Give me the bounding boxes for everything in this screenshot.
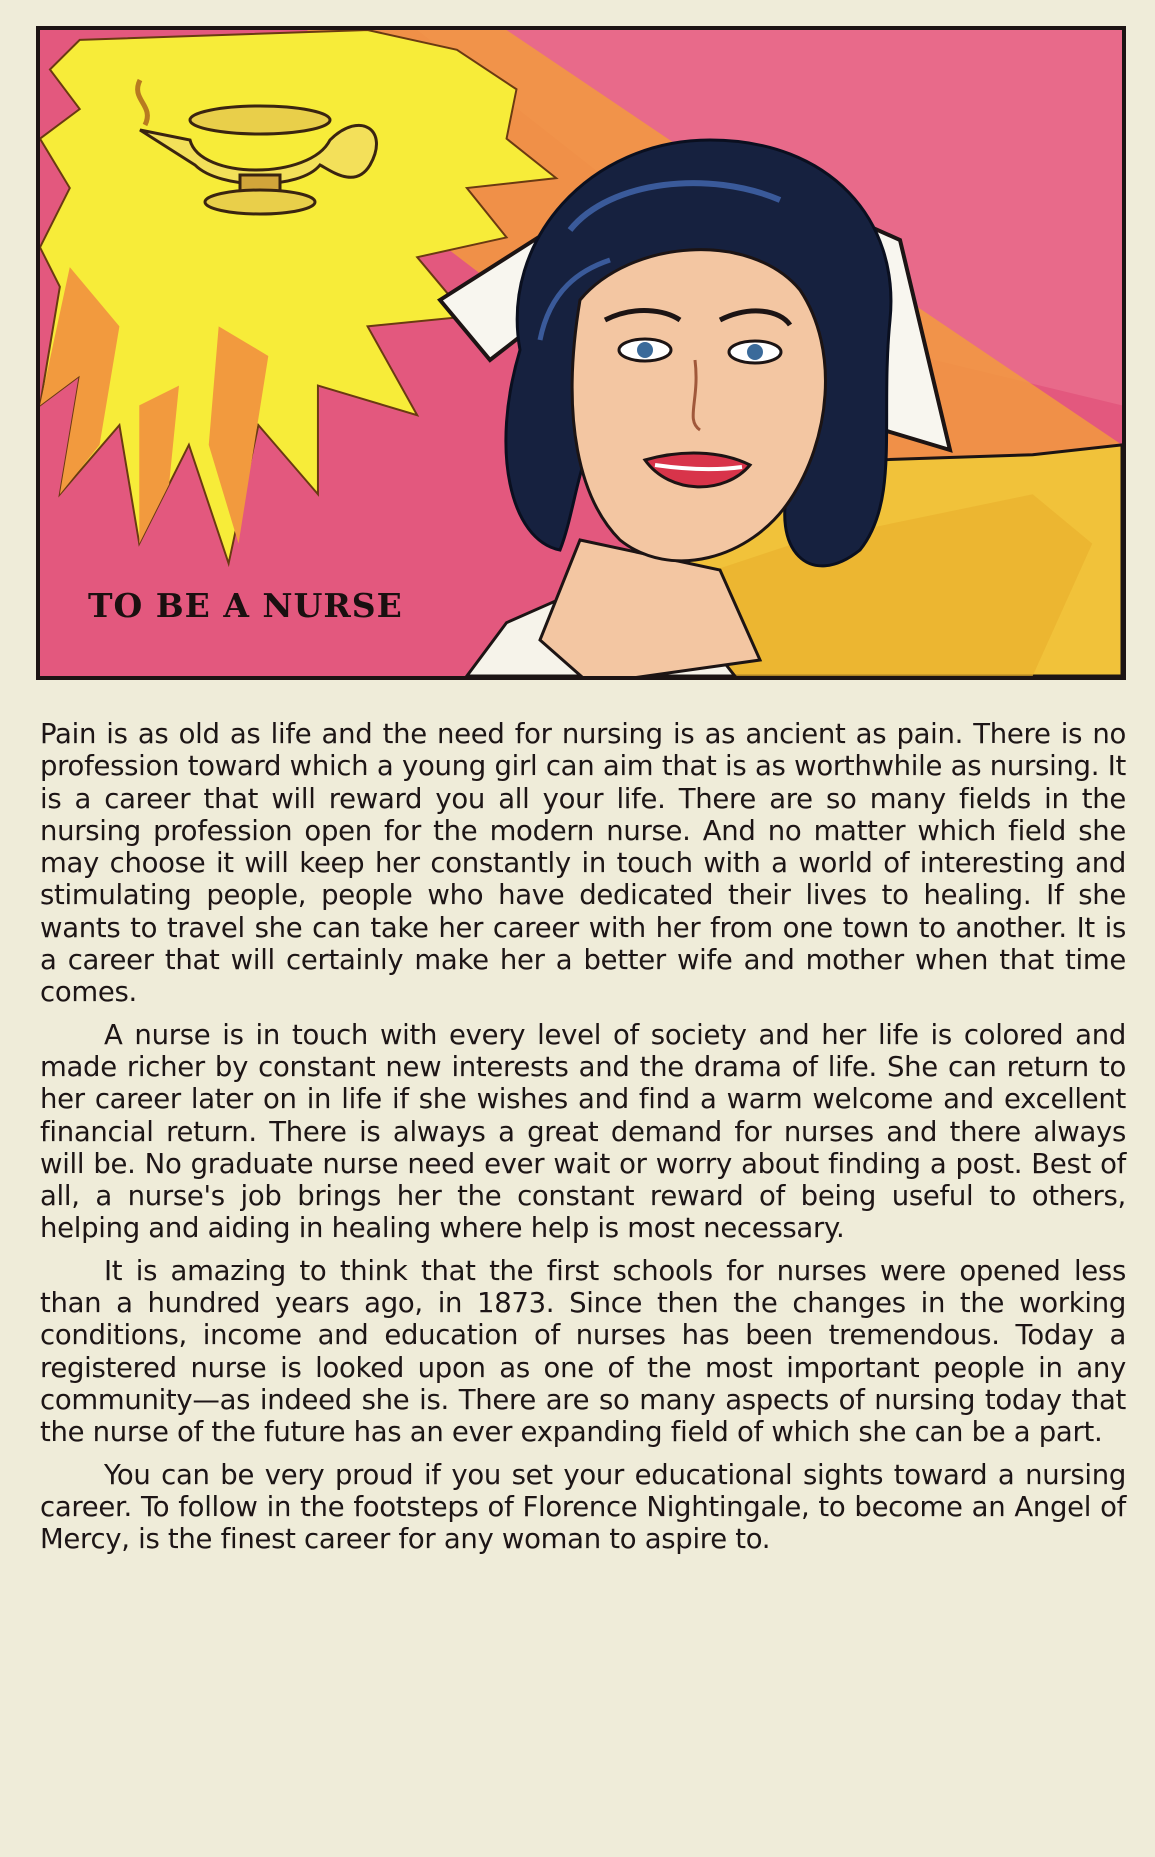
oil-lamp-icon <box>100 70 390 220</box>
paragraph: Pain is as old as life and the need for nursing is as ancient as pain. There is no profession toward which a young girl can aim that is as worthwhile as nursing. It is a career that will reward you all your life. There are so many fields in the nursing profession open for the modern nurse. And no matter which field she may choose it will keep her constantly in touch with a world of interesting and stimulating people, people who have dedicated their lives to healing. If she wants to travel she can take her career with her from one town to another. It is a career that will certainly make her a better wife and mother when that time comes. <box>40 718 1126 1009</box>
nurse-portrait <box>430 120 990 680</box>
article-body <box>40 718 1126 1565</box>
paragraph: A nurse is in touch with every level of society and her life is colored and made richer by constant new interests and the drama of life. She can return to her career later on in life if she wishes and find a warm welcome and excellent financial return. There is always a great demand for nurses and there always will be. No graduate nurse need ever wait or worry about finding a post. Best of all, a nurse's job brings her the constant reward of being useful to others, helping and aiding in healing where help is most necessary. <box>40 1018 1126 1245</box>
paragraph: You can be very proud if you set your educational sights toward a nursing career. To follow in the footsteps of Florence Nightingale, to become an Angel of Mercy, is the finest career for any woman to aspire to. <box>40 1458 1126 1556</box>
illustration-panel <box>36 26 1126 680</box>
panel-caption: TO BE A NURSE <box>88 586 403 625</box>
paragraph: It is amazing to think that the first schools for nurses were opened less than a hundred years ago, in 1873. Since then the changes in the working conditions, income and education of nurses has been tremendous. Today a registered nurse is looked upon as one of the most important people in any community—as indeed she is. There are so many aspects of nursing today that the nurse of the future has an ever expanding field of which she can be a part. <box>40 1254 1126 1449</box>
